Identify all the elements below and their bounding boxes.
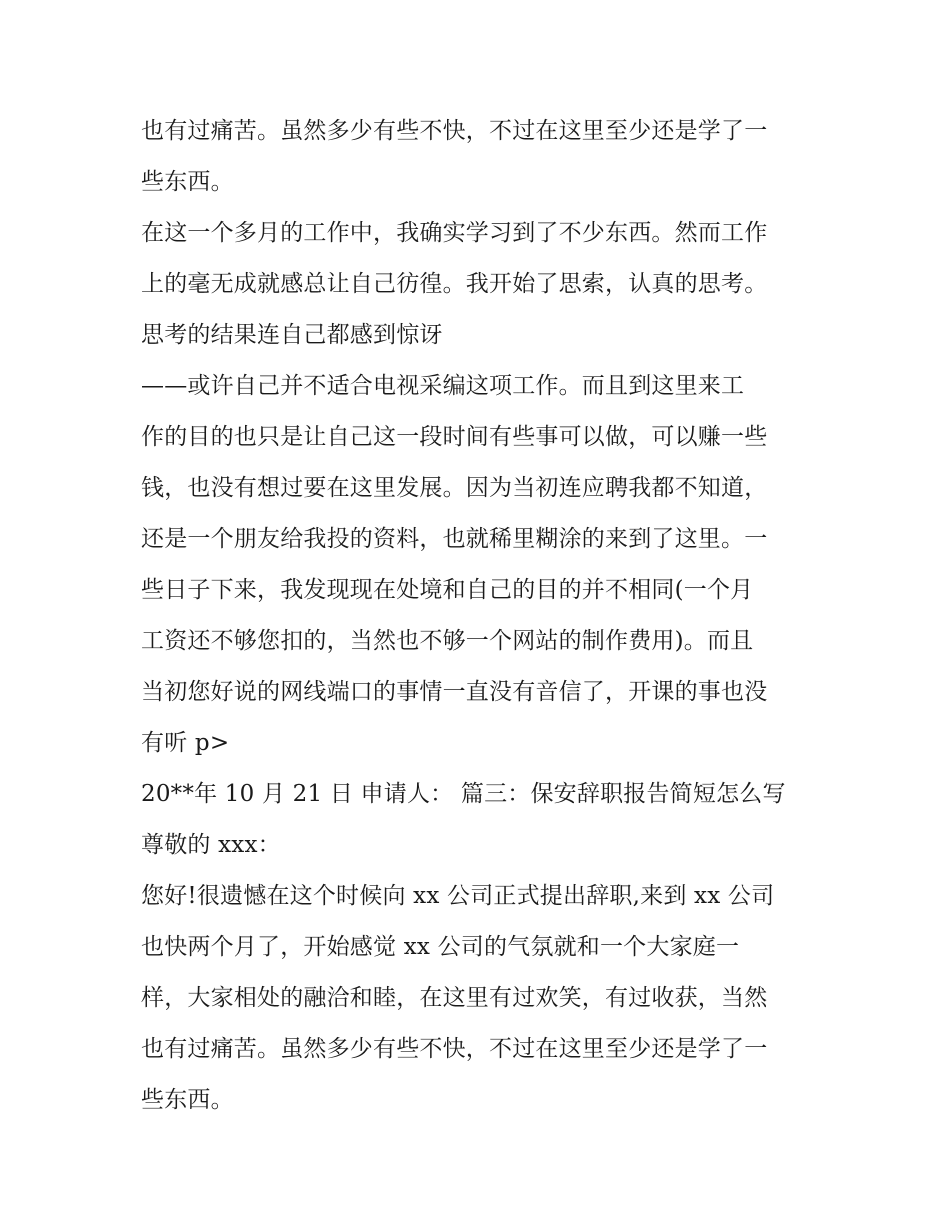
text-line: 上的毫无成就感总让自己彷徨。我开始了思索，认真的思考。 [141,271,768,297]
document-body [141,106,821,1126]
text-line: 钱，也没有想过要在这里发展。因为当初连应聘我都不知道， [141,475,768,501]
text-line: 也有过痛苦。虽然多少有些不快，不过在这里至少还是学了一 [141,1036,768,1062]
text-line: 也快两个月了，开始感觉 xx 公司的气氛就和一个大家庭一 [141,934,740,960]
text-line: 思考的结果连自己都感到惊讶 [141,322,443,348]
text-line: 工资还不够您扣的，当然也不够一个网站的制作费用)。而且 [141,628,754,654]
text-line: 也有过痛苦。虽然多少有些不快，不过在这里至少还是学了一 [141,118,768,144]
text-line: 些东西。 [141,1087,234,1113]
text-line: 些东西。 [141,169,234,195]
text-line: 在这一个多月的工作中，我确实学习到了不少东西。然而工作 [141,220,768,246]
text-line: 当初您好说的网线端口的事情一直没有音信了，开课的事也没 [141,679,768,705]
text-line: 作的目的也只是让自己这一段时间有些事可以做，可以赚一些 [141,424,768,450]
text-line: 些日子下来，我发现现在处境和自己的目的并不相同(一个月 [141,577,754,603]
text-line: 有听 p> [141,730,230,756]
salutation-line: 尊敬的 xxx： [141,832,281,858]
text-line: 还是一个朋友给我投的资料，也就稀里糊涂的来到了这里。一 [141,526,768,552]
text-line: 样，大家相处的融洽和睦，在这里有过欢笑，有过收获，当然 [141,985,768,1011]
date-applicant-line: 20**年 10 月 21 日 申请人： 篇三：保安辞职报告简短怎么写 [141,781,786,807]
text-line: 您好!很遗憾在这个时候向 xx 公司正式提出辞职,来到 xx 公司 [141,883,775,909]
text-line: ——或许自己并不适合电视采编这项工作。而且到这里来工 [141,373,745,399]
